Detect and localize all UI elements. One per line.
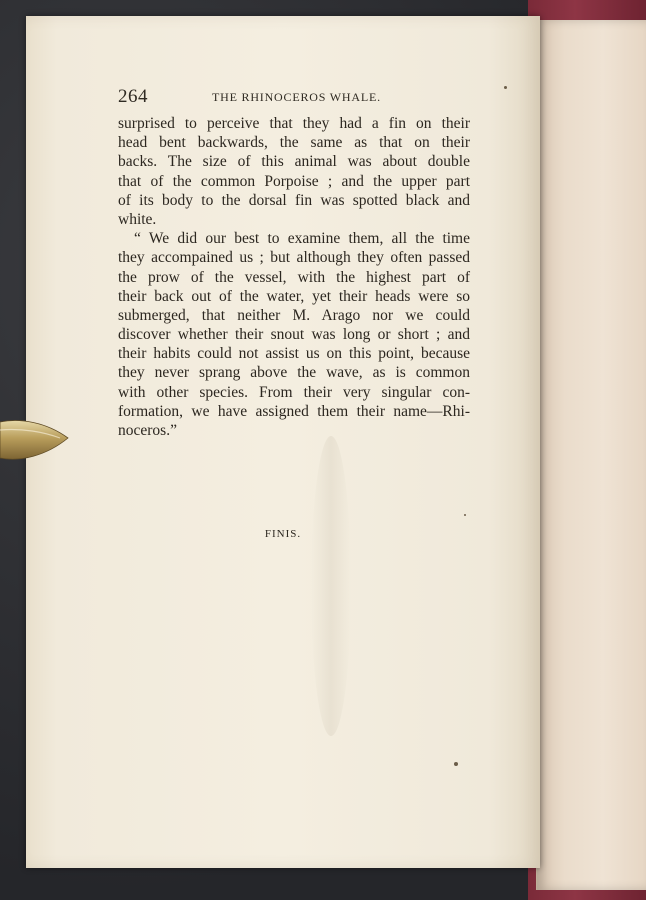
text-line: they never sprang above the wave, as is common xyxy=(118,364,470,382)
text-line: with other species. From their very singular con- xyxy=(118,383,470,401)
body-text xyxy=(118,114,470,440)
facing-page-edge xyxy=(536,20,646,890)
page-crease xyxy=(311,436,351,736)
page-number: 264 xyxy=(118,86,148,107)
text-line: white. xyxy=(118,210,157,228)
paper-speck xyxy=(454,762,458,766)
text-line: they accompained us ; but although they often passed xyxy=(118,249,470,267)
text-line: discover whether their snout was long or short ; and xyxy=(118,326,470,344)
running-title: THE RHINOCEROS WHALE. xyxy=(212,90,381,104)
finis-mark: FINIS. xyxy=(264,528,302,540)
text-line: their back out of the water, yet their heads were so xyxy=(118,287,470,305)
text-line: the prow of the vessel, with the highest part of xyxy=(118,268,470,286)
paper-speck xyxy=(464,514,466,516)
text-line: noceros.” xyxy=(118,422,177,439)
text-line: backs. The size of this animal was about double xyxy=(118,153,470,171)
text-line: formation, we have assigned them their name—Rhi- xyxy=(118,402,470,420)
text-line: that of the common Porpoise ; and the upper part xyxy=(118,172,470,190)
page-header xyxy=(118,86,470,110)
text-line: surprised to perceive that they had a fin on their xyxy=(118,115,470,132)
text-line: submerged, that neither M. Arago nor we could xyxy=(118,306,470,324)
paper-speck xyxy=(504,86,507,89)
text-line: head bent backwards, the same as that on their xyxy=(118,134,470,152)
brass-bookmark xyxy=(0,416,70,464)
text-line: “ We did our best to examine them, all the time xyxy=(134,230,470,248)
text-line: their habits could not assist us on this point, because xyxy=(118,345,470,363)
text-line: of its body to the dorsal fin was spotted black and xyxy=(118,191,470,209)
